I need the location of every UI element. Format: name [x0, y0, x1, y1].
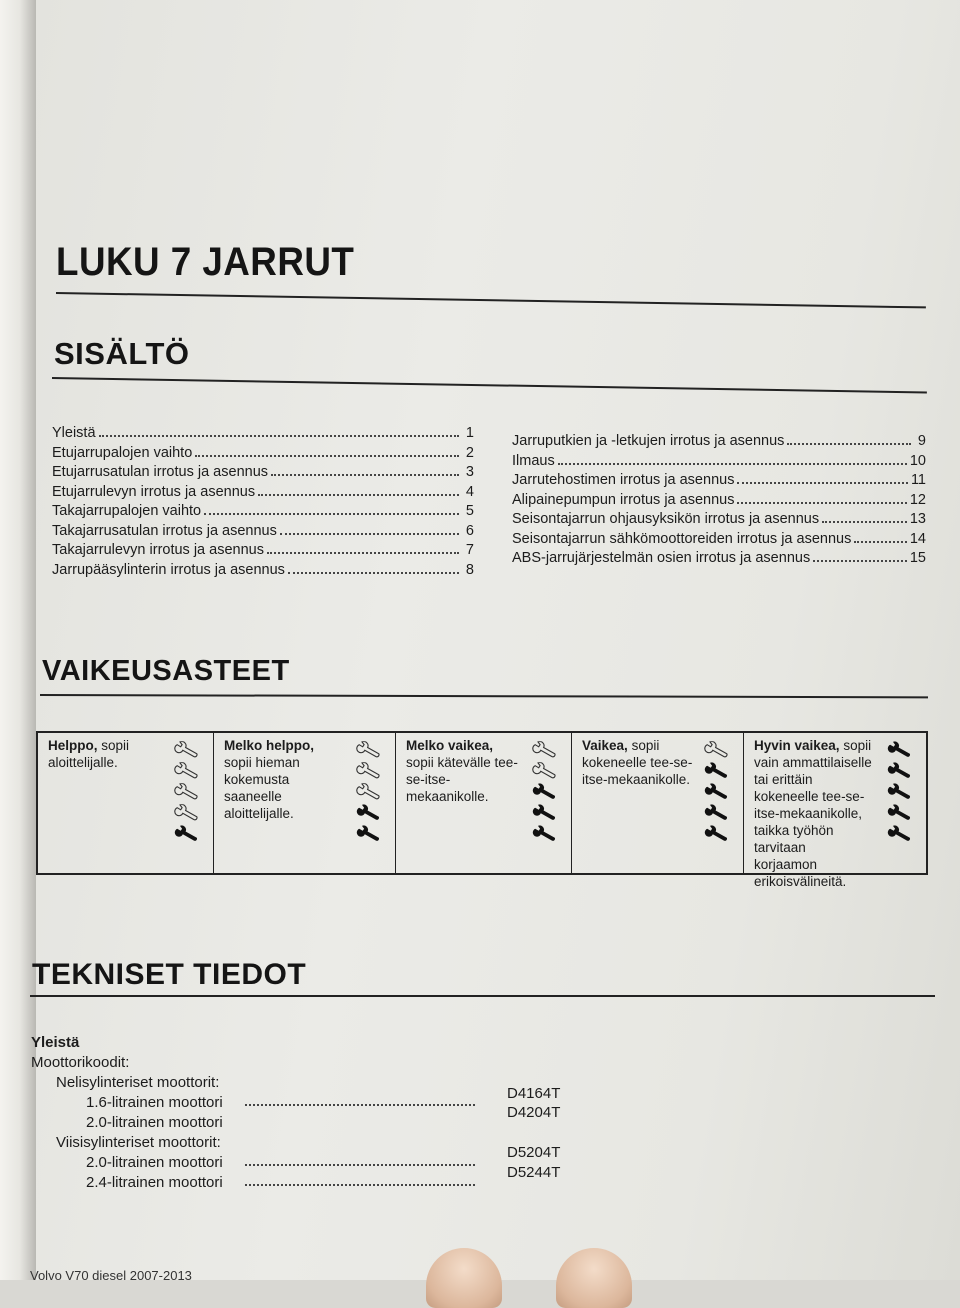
difficulty-rating	[531, 741, 561, 845]
toc-item-page: 4	[465, 483, 474, 500]
toc-item-label: Takajarrusatulan irrotus ja asennus	[52, 522, 277, 539]
toc-item-page: 7	[465, 542, 474, 558]
toc-leader-dots	[288, 561, 459, 574]
toc-item-page: 11	[910, 472, 926, 488]
wrench-icon	[703, 741, 731, 761]
difficulty-description	[224, 737, 342, 822]
wrench-icon	[173, 804, 201, 824]
difficulty-table	[36, 731, 928, 889]
toc-right-column	[512, 432, 926, 569]
toc-item	[52, 502, 474, 522]
toc-item-label: Ilmaus	[512, 452, 555, 469]
toc-leader-dots	[195, 444, 459, 457]
difficulty-rating	[173, 741, 203, 845]
chapter-title: LUKU 7 JARRUT	[56, 240, 355, 284]
engine-codes-label: Moottorikoodit:	[31, 1054, 130, 1071]
toc-item-label: Takajarrulevyn irrotus ja asennus	[52, 542, 264, 558]
toc-leader-dots	[813, 549, 907, 562]
toc-item-label: Takajarrupalojen vaihto	[52, 503, 202, 519]
difficulty-rating	[355, 741, 385, 845]
toc-leader-dots	[204, 502, 459, 515]
difficulty-name: Hyvin vaikea,	[754, 738, 840, 753]
toc-item	[52, 522, 474, 542]
difficulty-text: sopii vain ammattilaiselle tai erittäin kokeneelle tee-se-itse-mekaanikolle, taikka työhön tarvitaan korjaamon erikoisvälineitä.	[754, 738, 872, 889]
toc-item	[52, 483, 474, 503]
toc-item	[512, 432, 926, 452]
difficulty-cell	[214, 733, 396, 873]
spec-group-label-5cyl: Viisisylinteriset moottorit:	[56, 1134, 221, 1151]
wrench-icon	[886, 825, 914, 845]
toc-leader-dots	[787, 432, 911, 445]
toc-leader-dots	[854, 530, 907, 543]
difficulty-name: Melko helppo,	[224, 738, 315, 753]
wrench-icon	[531, 762, 559, 782]
toc-item	[512, 491, 926, 511]
toc-leader-dots	[271, 463, 459, 476]
toc-item	[52, 561, 474, 581]
spec-item-label: 2.0-litrainen moottori	[86, 1154, 223, 1171]
difficulty-text: sopii kätevälle tee-se-itse-mekaanikolle.	[406, 755, 518, 804]
toc-leader-dots	[267, 541, 459, 554]
wrench-icon	[355, 762, 383, 782]
wrench-icon	[886, 804, 914, 824]
difficulty-rating	[703, 741, 733, 845]
spec-item-code: D4164T	[507, 1085, 561, 1102]
toc-item-label: Etujarrupalojen vaihto	[52, 444, 193, 461]
wrench-icon	[886, 762, 914, 782]
toc-item-label: Alipainepumpun irrotus ja asennus	[512, 491, 735, 508]
spec-item-code: D4204T	[507, 1104, 561, 1121]
spec-leader	[245, 1164, 475, 1166]
wrench-icon	[886, 783, 914, 803]
toc-item-page: 12	[909, 491, 926, 508]
difficulty-description	[582, 737, 700, 788]
difficulty-cell	[744, 733, 926, 889]
toc-item-page: 3	[465, 464, 474, 480]
difficulty-description	[754, 737, 872, 890]
book-gutter	[0, 0, 36, 1280]
spec-item-code: D5244T	[507, 1164, 561, 1181]
difficulty-description	[48, 737, 166, 771]
toc-leader-dots	[99, 424, 459, 437]
toc-item	[512, 549, 926, 569]
wrench-icon	[703, 804, 731, 824]
toc-item-page: 14	[909, 530, 926, 547]
toc-item-label: Seisontajarrun sähkömoottoreiden irrotus ja asennus	[512, 530, 852, 547]
wrench-icon	[355, 804, 383, 824]
toc-item	[512, 530, 926, 550]
difficulty-text: sopii hieman kokemusta saaneelle aloittelijalle.	[224, 755, 300, 821]
toc-leader-dots	[737, 491, 906, 504]
toc-item	[52, 424, 474, 444]
toc-item-label: Yleistä	[52, 425, 96, 441]
wrench-icon	[173, 825, 201, 845]
wrench-icon	[355, 741, 383, 761]
toc-item-label: Etujarrulevyn irrotus ja asennus	[52, 483, 256, 500]
toc-item	[512, 471, 926, 491]
toc-item-label: ABS-jarrujärjestelmän osien irrotus ja asennus	[512, 550, 811, 566]
specs-section-title: Yleistä	[31, 1034, 80, 1051]
difficulty-name: Melko vaikea,	[406, 738, 494, 753]
wrench-icon	[531, 783, 559, 803]
toc-item-page: 6	[465, 522, 474, 539]
toc-leader-dots	[737, 471, 907, 484]
toc-item	[512, 452, 926, 472]
wrench-icon	[531, 825, 559, 845]
toc-item-page: 2	[465, 444, 474, 461]
difficulty-name: Vaikea,	[582, 738, 628, 753]
toc-leader-dots	[822, 510, 907, 523]
difficulty-name: Helppo,	[48, 738, 98, 753]
wrench-icon	[703, 783, 731, 803]
difficulty-text: sopii kokeneelle tee-se-itse-mekaanikolle.	[582, 738, 693, 787]
toc-item-page: 5	[465, 503, 474, 519]
spec-group-label-4cyl: Nelisylinteriset moottorit:	[56, 1074, 220, 1091]
wrench-icon	[355, 825, 383, 845]
difficulty-heading: VAIKEUSASTEET	[42, 655, 290, 687]
toc-item-page: 15	[909, 550, 926, 566]
toc-item	[512, 510, 926, 530]
contents-heading: SISÄLTÖ	[54, 336, 190, 371]
toc-item	[52, 541, 474, 561]
wrench-icon	[703, 825, 731, 845]
specs-rule	[30, 995, 935, 997]
toc-item-page: 10	[909, 452, 926, 469]
spec-leader	[245, 1184, 475, 1186]
difficulty-cell	[572, 733, 744, 873]
spec-item-code: D5204T	[507, 1144, 561, 1161]
toc-item-page: 1	[465, 425, 474, 441]
wrench-icon	[173, 741, 201, 761]
toc-item-label: Seisontajarrun ohjausyksikön irrotus ja asennus	[512, 511, 820, 527]
toc-item	[52, 444, 474, 464]
spec-leader	[245, 1104, 475, 1106]
spec-item-label: 2.4-litrainen moottori	[86, 1174, 223, 1191]
wrench-icon	[531, 804, 559, 824]
toc-item-page: 8	[465, 561, 474, 578]
toc-item-label: Jarrutehostimen irrotus ja asennus	[512, 472, 735, 488]
difficulty-rating	[886, 741, 916, 845]
wrench-icon	[173, 783, 201, 803]
wrench-icon	[173, 762, 201, 782]
toc-item-page: 13	[909, 511, 926, 527]
toc-left-column	[52, 424, 474, 580]
wrench-icon	[355, 783, 383, 803]
toc-leader-dots	[558, 452, 907, 465]
page-footer: Volvo V70 diesel 2007-2013	[30, 1268, 192, 1283]
spec-item-label: 1.6-litrainen moottori	[86, 1094, 223, 1111]
wrench-icon	[531, 741, 559, 761]
difficulty-text: sopii aloittelijalle.	[48, 738, 130, 770]
wrench-icon	[886, 741, 914, 761]
difficulty-cell	[396, 733, 572, 873]
toc-leader-dots	[258, 483, 459, 496]
toc-item-page: 9	[917, 433, 926, 449]
difficulty-cell	[38, 733, 214, 873]
toc-item-label: Jarrupääsylinterin irrotus ja asennus	[52, 561, 285, 578]
spec-item-label: 2.0-litrainen moottori	[86, 1114, 223, 1131]
toc-item-label: Jarruputkien ja -letkujen irrotus ja asennus	[512, 433, 785, 449]
wrench-icon	[703, 762, 731, 782]
toc-item	[52, 463, 474, 483]
toc-leader-dots	[280, 522, 459, 535]
difficulty-description	[406, 737, 524, 805]
toc-item-label: Etujarrusatulan irrotus ja asennus	[52, 464, 269, 480]
specs-heading: TEKNISET TIEDOT	[32, 958, 307, 991]
